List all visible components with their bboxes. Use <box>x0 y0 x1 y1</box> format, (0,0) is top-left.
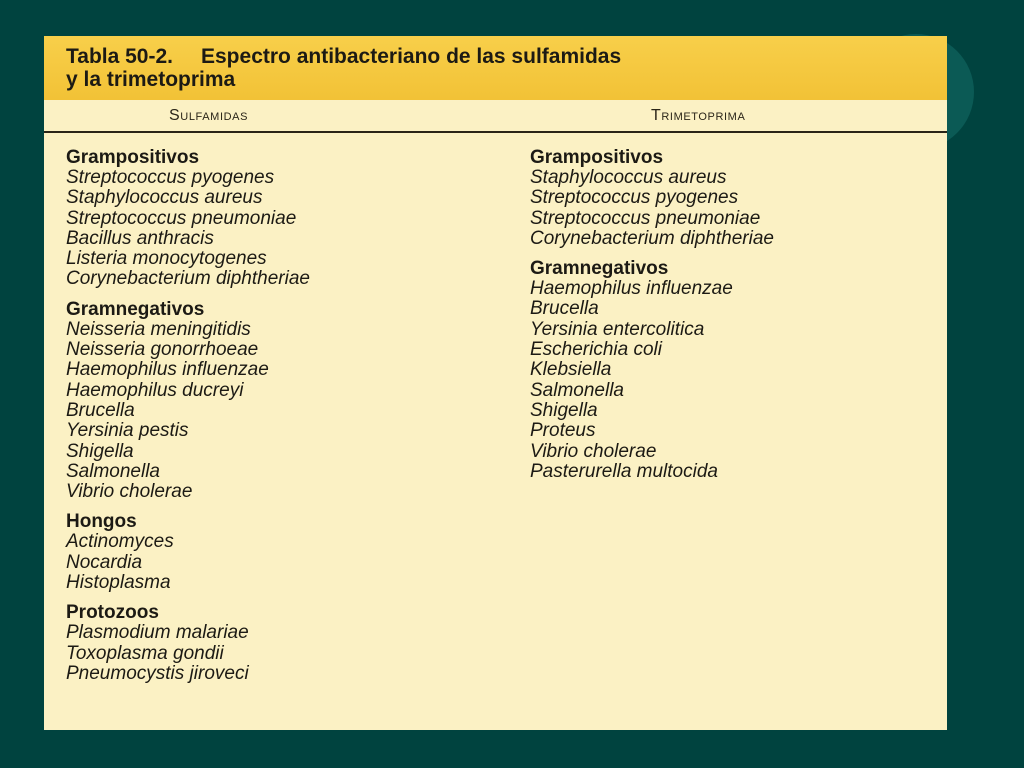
organism-name: Corynebacterium diphtheriae <box>530 227 774 249</box>
organism-name: Histoplasma <box>66 572 171 594</box>
table-title-bar <box>44 36 947 100</box>
group-title: Gramnegativos <box>530 258 669 280</box>
organism-name: Shigella <box>66 440 134 462</box>
organism-name: Brucella <box>66 399 135 421</box>
organism-name: Streptococcus pyogenes <box>530 187 739 209</box>
organism-name: Brucella <box>530 298 599 320</box>
organism-name: Pneumocystis jiroveci <box>66 662 249 684</box>
group-title: Protozoos <box>66 602 159 624</box>
organism-name: Vibrio cholerae <box>66 481 193 503</box>
organism-name: Plasmodium malariae <box>66 622 249 644</box>
table-page <box>44 36 947 730</box>
organism-name: Shigella <box>530 399 598 421</box>
organism-name: Neisseria meningitidis <box>66 318 251 340</box>
table-title-line-2: y la trimetoprima <box>66 68 236 91</box>
table-number: Tabla 50-2. <box>66 45 173 68</box>
organism-name: Corynebacterium diphtheriae <box>66 268 310 290</box>
organism-group <box>530 259 774 482</box>
organism-group <box>66 603 310 684</box>
organism-group <box>66 300 310 503</box>
organism-name: Streptococcus pneumoniae <box>530 207 761 229</box>
organism-name: Haemophilus ducreyi <box>66 379 244 401</box>
organism-name: Pasterurella multocida <box>530 460 718 482</box>
organism-name: Toxoplasma gondii <box>66 642 224 664</box>
organism-name: Salmonella <box>530 379 624 401</box>
organism-name: Bacillus anthracis <box>66 227 214 249</box>
group-title: Grampositivos <box>66 147 200 168</box>
table-title <box>66 45 926 91</box>
organism-name: Haemophilus influenzae <box>66 359 269 381</box>
column-header-trimetoprima: Trimetoprima <box>651 107 746 124</box>
group-title: Hongos <box>66 511 137 533</box>
organism-name: Neisseria gonorrhoeae <box>66 339 259 361</box>
organism-group <box>66 148 310 290</box>
column-header-sulfamidas: Sulfamidas <box>169 107 249 124</box>
organism-name: Escherichia coli <box>530 339 662 361</box>
organism-name: Yersinia entercolitica <box>530 318 705 340</box>
organism-name: Streptococcus pyogenes <box>66 167 275 188</box>
column-headers <box>44 100 947 133</box>
organism-name: Salmonella <box>66 460 160 482</box>
organism-name: Staphylococcus aureus <box>530 167 727 188</box>
organism-group <box>66 512 310 593</box>
group-title: Grampositivos <box>530 147 664 168</box>
organism-name: Nocardia <box>66 551 143 573</box>
organism-name: Streptococcus pneumoniae <box>66 207 297 229</box>
organism-name: Actinomyces <box>66 531 174 553</box>
organism-name: Listeria monocytogenes <box>66 248 267 270</box>
group-title: Gramnegativos <box>66 298 205 320</box>
sulfamidas-column <box>66 148 310 694</box>
organism-name: Haemophilus influenzae <box>530 278 733 300</box>
trimetoprima-column <box>530 148 774 492</box>
table-title-line-1: Espectro antibacteriano de las sulfamidas <box>201 45 622 68</box>
organism-name: Vibrio cholerae <box>530 440 657 462</box>
organism-name: Proteus <box>530 420 596 442</box>
organism-name: Klebsiella <box>530 359 612 381</box>
organism-name: Yersinia pestis <box>66 420 189 442</box>
organism-group <box>530 148 774 249</box>
organism-name: Staphylococcus aureus <box>66 187 263 209</box>
